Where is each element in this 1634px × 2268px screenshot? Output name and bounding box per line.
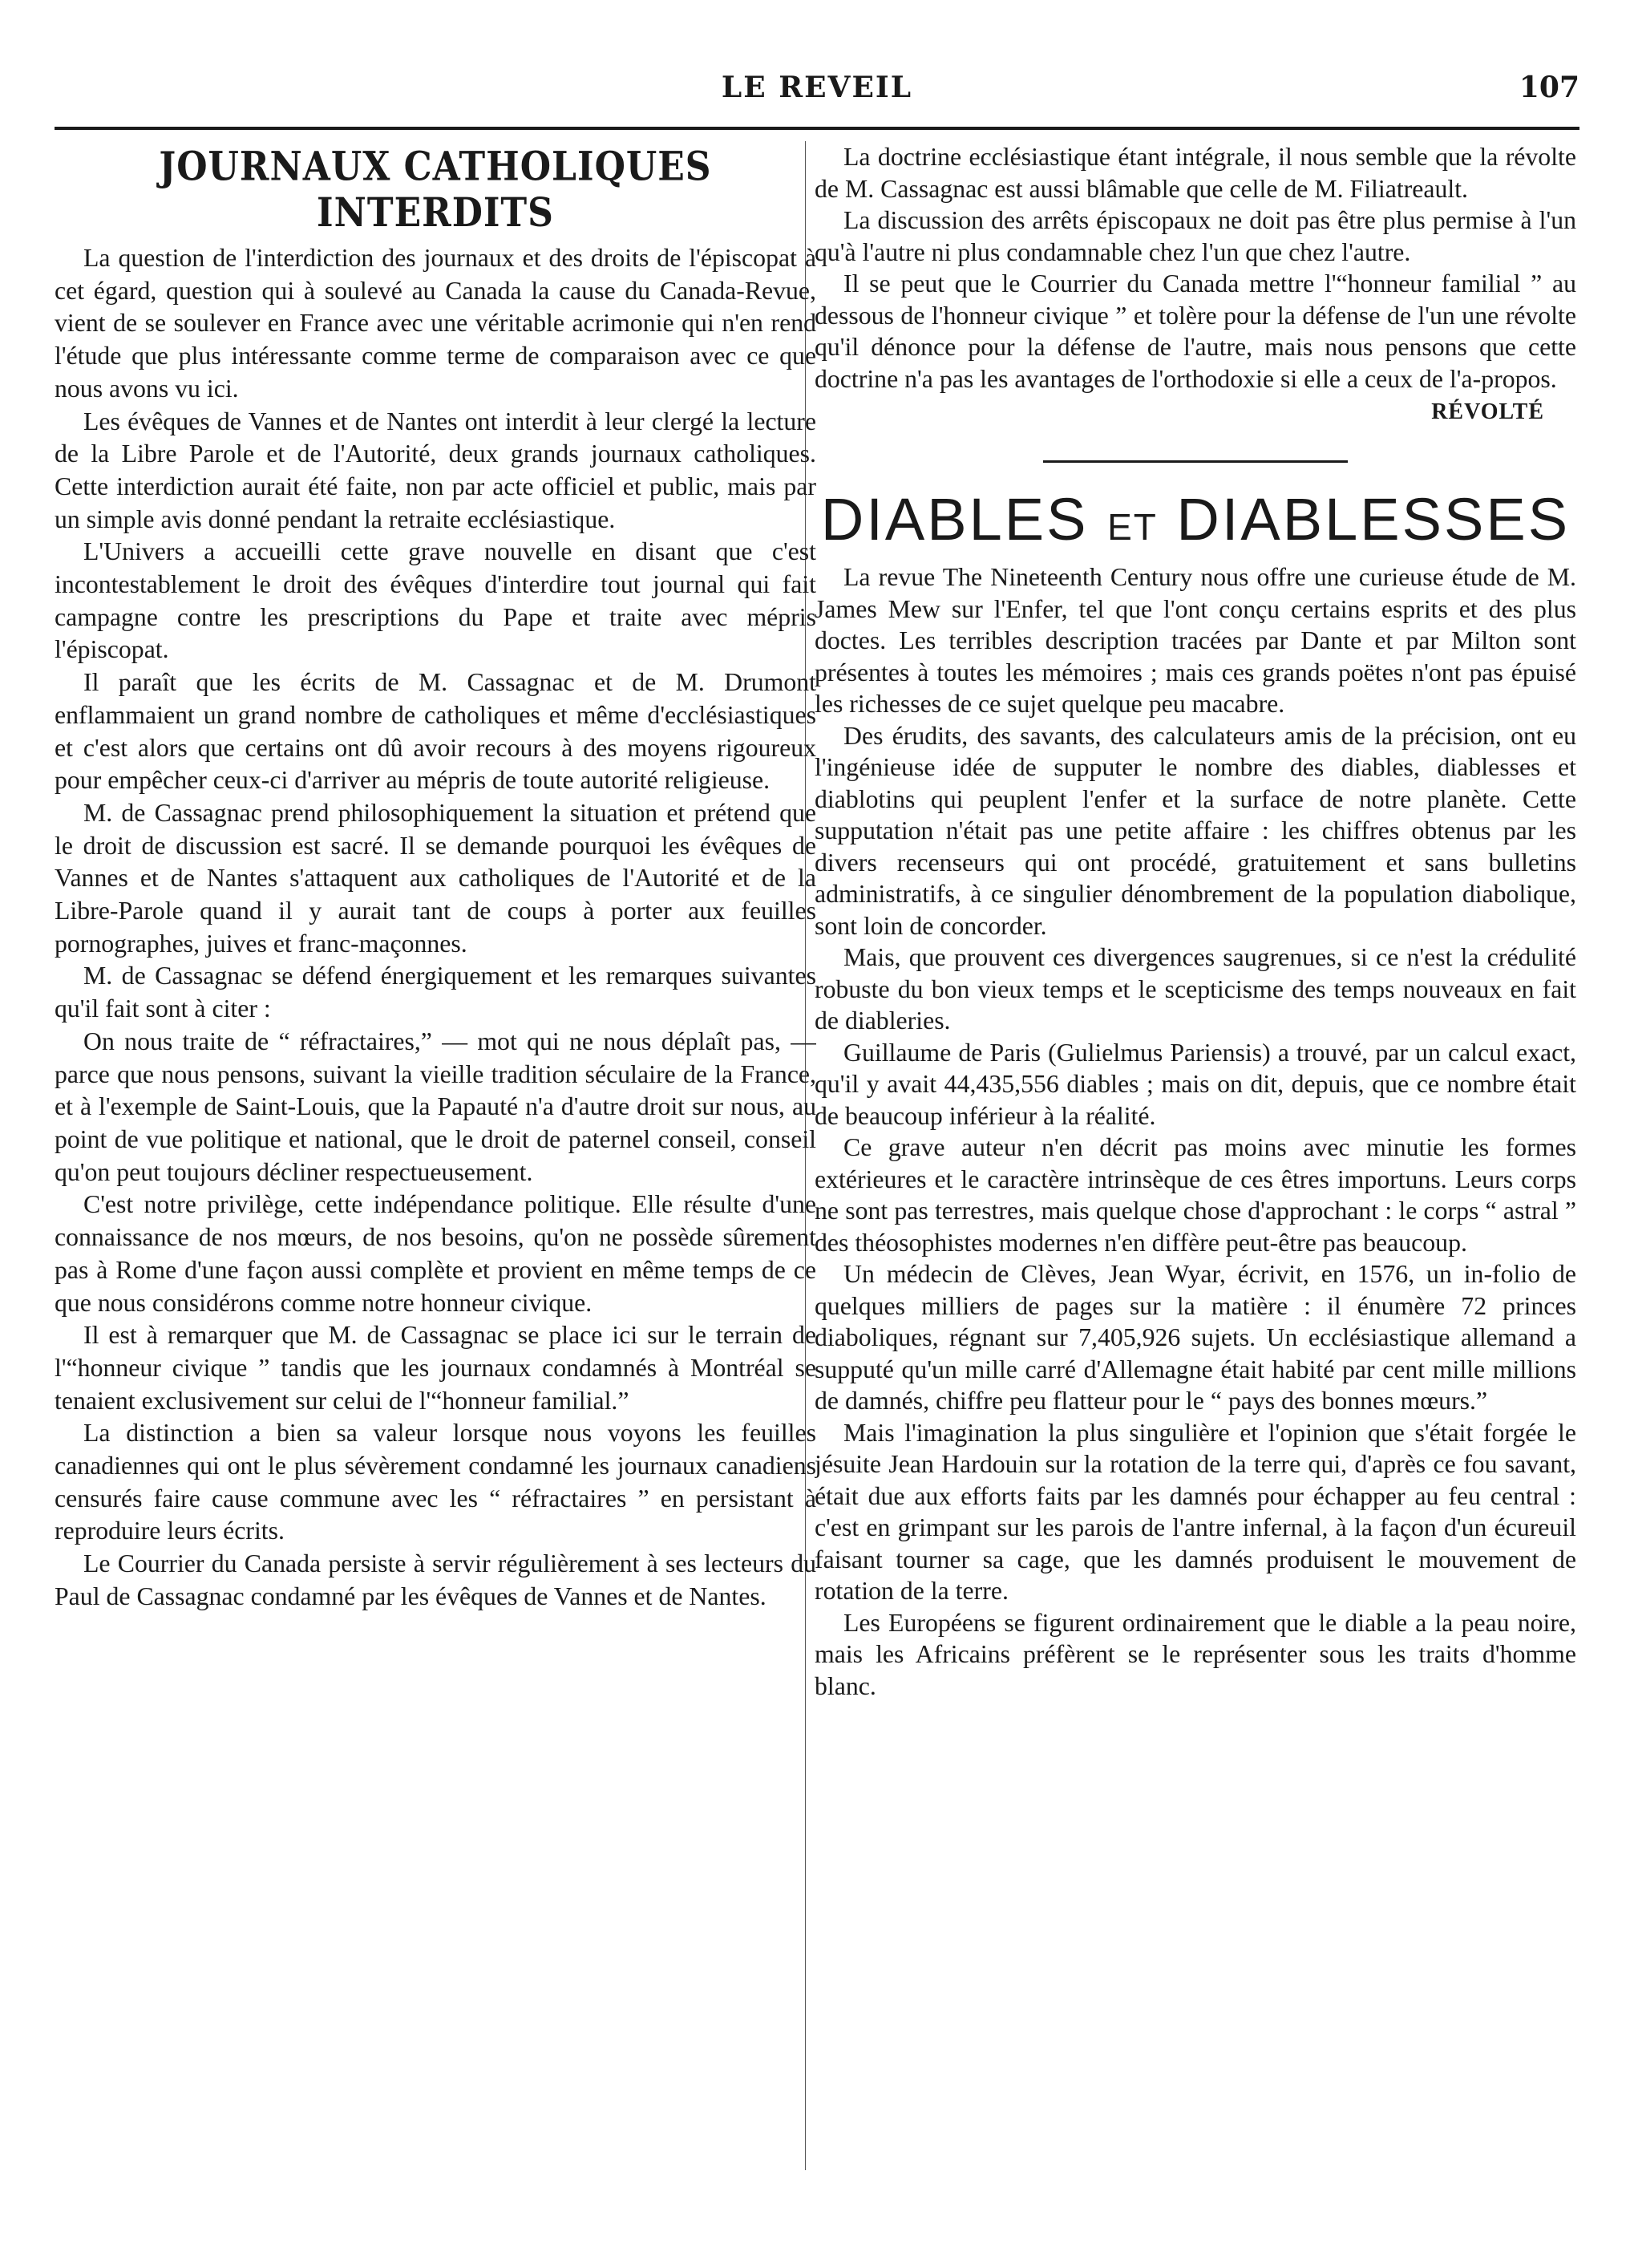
running-header bbox=[55, 64, 1579, 112]
article-paragraph: L'Univers a accueilli cette grave nouvelle en disant que c'est incontestablement le droit des évêques d'interdire tout journal qui fait campagne contre les prescriptions du Pape et traite avec mépris l'épiscopat. bbox=[55, 537, 816, 664]
title-word: ET bbox=[1107, 506, 1158, 548]
article-paragraph: Mais l'imagination la plus singulière et l'opinion que s'était forgée le jésuite Jean Hardouin sur la rotation de la terre qui, d'après ce fou savant, était due aux efforts faits par les damnés pour échapper au feu central : c'est en grimpant sur les parois de l'antre infernal, à la façon d'un écureuil faisant tourner sa cage, que les damnés produisent le mouvement de rotation de la terre. bbox=[815, 1418, 1576, 1605]
header-rule bbox=[55, 127, 1579, 130]
article-paragraph: La revue The Nineteenth Century nous offre une curieuse étude de M. James Mew sur l'Enfer, tel que l'ont conçu certains esprits et des plus doctes. Les terribles description tracées par Dante et par Milton sont présentes à toutes les mémoires ; mais ces grands poëtes n'ont pas épuisé les richesses de ce sujet quelque peu macabre. bbox=[815, 563, 1576, 718]
title-word: DIABLES bbox=[820, 486, 1089, 553]
article-paragraph: M. de Cassagnac prend philosophiquement la situation et prétend que le droit de discussion est sacré. Il se demande pourquoi les évêques de Vannes et de Nantes s'attaquent aux catholiques de l'Autorité et de la Libre-Parole quand il y aurait tant de coups à porter aux feuilles pornographes, juives et franc-maçonnes. bbox=[55, 798, 816, 958]
quoted-paragraph: On nous traite de “ réfractaires,” — mot qui ne nous déplaît pas, — parce que nous pensons, suivant la vieille tradition séculaire de la France, et à l'exemple de Saint-Louis, que la Papauté n'a d'autre droit sur nous, au point de vue politique et national, que le droit de paternel conseil, conseil qu'on peut toujours décliner respectueusement. bbox=[55, 1027, 816, 1186]
article-paragraph: Un médecin de Clèves, Jean Wyar, écrivit, en 1576, un in-folio de quelques milliers de pages sur la matière : il énumère 72 princes diaboliques, régnant sur 7,405,926 sujets. Un ecclésiastique allemand a supputé qu'un mille carré d'Allemagne était habité par cent mille millions de damnés, chiffre peu flatteur pour le “ pays des bonnes mœurs.” bbox=[815, 1260, 1576, 1415]
article-paragraph: Les Européens se figurent ordinairement que le diable a la peau noire, mais les Africains préfèrent se le représenter sous les traits d'homme blanc. bbox=[815, 1608, 1576, 1700]
right-column bbox=[815, 141, 1576, 2226]
article-paragraph: Il se peut que le Courrier du Canada mettre l'“honneur familial ” au dessous de l'honneur civique ” et tolère pour la défense de l'un une révolte qu'il dénonce pour la défense de l'autre, mais nous pensons que cette doctrine n'a pas les avantages de l'orthodoxie si elle a ceux de l'a-propos. bbox=[815, 269, 1576, 393]
article-paragraph: La discussion des arrêts épiscopaux ne doit pas être plus permise à l'un qu'à l'autre ni plus condamnable chez l'un que chez l'autre. bbox=[815, 206, 1576, 266]
article-title-diables bbox=[815, 485, 1576, 553]
title-word: DIABLESSES bbox=[1176, 486, 1571, 553]
article-paragraph: Le Courrier du Canada persiste à servir régulièrement à ses lecteurs du Paul de Cassagnac condamné par les évêques de Vannes et de Nantes. bbox=[55, 1549, 816, 1610]
left-column bbox=[55, 141, 816, 2226]
article-signature: RÉVOLTÉ bbox=[1431, 399, 1544, 424]
article-paragraph: La doctrine ecclésiastique étant intégrale, il nous semble que la révolte de M. Cassagnac est aussi blâmable que celle de M. Filiatreault. bbox=[815, 143, 1576, 203]
article-paragraph: Les évêques de Vannes et de Nantes ont interdit à leur clergé la lecture de la Libre Parole et de l'Autorité, deux grands journaux catholiques. Cette interdiction aurait été faite, non par acte officiel et public, mais par un simple avis donné pendant la retraite ecclésiastique. bbox=[55, 407, 816, 533]
article-paragraph: Il paraît que les écrits de M. Cassagnac et de M. Drumont enflammaient un grand nombre de catholiques et même d'ecclésiastiques et c'est alors que certains ont dû avoir recours à des moyens rigoureux pour empêcher ceux-ci d'arriver au mépris de toute autorité religieuse. bbox=[55, 668, 816, 795]
running-title: LE REVEIL bbox=[721, 71, 913, 104]
article-separator bbox=[1043, 460, 1348, 463]
article-paragraph: Ce grave auteur n'en décrit pas moins avec minutie les formes extérieures et le caractère intrinsèque de ces êtres importuns. Leurs corps ne sont pas terrestres, mais quelque chose d'approchant : le corps “ astral ” des théosophistes modernes n'en diffère peut-être pas beaucoup. bbox=[815, 1133, 1576, 1257]
article-paragraph: La distinction a bien sa valeur lorsque nous voyons les feuilles canadiennes qui ont le plus sévèrement condamné les journaux canadiens censurés faire cause commune avec les “ réfractaires ” en persistant à reproduire leurs écrits. bbox=[55, 1419, 816, 1545]
quoted-paragraph: C'est notre privilège, cette indépendance politique. Elle résulte d'une connaissance de nos mœurs, de nos besoins, qu'on ne possède sûrement pas à Rome d'une façon aussi complète et provient en même temps de ce que nous considérons comme notre honneur civique. bbox=[55, 1190, 816, 1317]
article-paragraph: Mais, que prouvent ces divergences saugrenues, si ce n'est la crédulité robuste du bon vieux temps et le scepticisme des temps nouveaux en fait de diableries. bbox=[815, 943, 1576, 1035]
article-paragraph: La question de l'interdiction des journaux et des droits de l'épiscopat à cet égard, question qui à soulevé au Canada la cause du Canada-Revue, vient de se soulever en France avec une véritable acrimonie qui n'en rend l'étude que plus intéressante comme terme de comparaison avec ce que nous avons vu ici. bbox=[55, 244, 816, 403]
article-paragraph: Il est à remarquer que M. de Cassagnac se place ici sur le terrain de l'“honneur civique ” tandis que les journaux condamnés à Montréal se tenaient exclusivement sur celui de l'“honneur familial.” bbox=[55, 1321, 816, 1415]
article-title-journaux: JOURNAUX CATHOLIQUES INTERDITS bbox=[159, 144, 712, 237]
article-paragraph: M. de Cassagnac se défend énergiquement et les remarques suivantes qu'il fait sont à citer : bbox=[55, 962, 816, 1023]
article-paragraph: Guillaume de Paris (Gulielmus Pariensis) a trouvé, par un calcul exact, qu'il y avait 44,435,556 diables ; mais on dit, depuis, que ce nombre était de beaucoup inférieur à la réalité. bbox=[815, 1038, 1576, 1130]
article-paragraph: Des érudits, des savants, des calculateurs amis de la précision, ont eu l'ingénieuse idée de supputer le nombre des diables, diablesses et diablotins qui peuplent l'enfer et la surface de notre planète. Cette supputation n'était pas une petite affaire : les chiffres obtenus par les divers recenseurs qui ont procédé, gratuitement et sans bulletins administratifs, à ce singulier dénombrement de la population diabolique, sont loin de concorder. bbox=[815, 721, 1576, 940]
page-number: 107 bbox=[1519, 71, 1579, 104]
